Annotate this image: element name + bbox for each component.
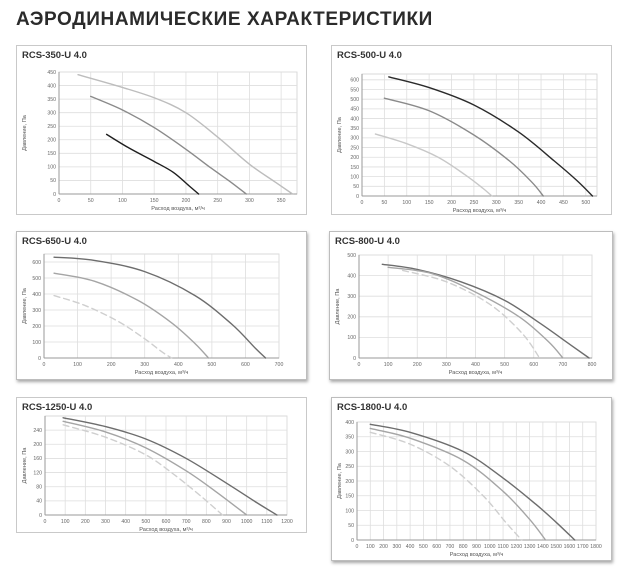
y-tick-label: 0	[351, 537, 354, 544]
x-tick-label: 500	[207, 362, 217, 368]
x-tick-label: 100	[118, 198, 127, 204]
x-tick-label: 400	[405, 544, 415, 550]
x-tick-label: 200	[181, 198, 191, 204]
y-axis-label: Давление, Па	[337, 463, 343, 499]
y-tick-label: 600	[350, 77, 359, 84]
x-tick-label: 400	[173, 362, 183, 368]
y-tick-label: 550	[350, 87, 359, 94]
x-tick-label: 1200	[510, 544, 523, 550]
y-tick-label: 100	[345, 508, 354, 515]
y-tick-label: 500	[350, 96, 359, 103]
chart-panel-rcs-350	[16, 45, 307, 215]
y-tick-label: 150	[350, 164, 359, 171]
y-axis-label: Давление, Па	[22, 288, 28, 324]
y-axis-label: Давление, Па	[335, 288, 341, 325]
y-tick-label: 100	[32, 339, 41, 346]
chart-panel-rcs-1250	[16, 397, 307, 533]
x-tick-label: 200	[81, 519, 90, 525]
x-tick-label: 500	[500, 362, 509, 368]
x-tick-label: 350	[514, 200, 523, 206]
y-tick-label: 200	[347, 314, 356, 321]
y-tick-label: 0	[356, 193, 359, 200]
x-tick-label: 300	[392, 544, 402, 550]
y-tick-label: 150	[47, 151, 56, 158]
x-tick-label: 1100	[261, 519, 273, 525]
y-tick-label: 100	[347, 335, 356, 342]
y-tick-label: 300	[47, 110, 56, 117]
y-tick-label: 100	[47, 164, 56, 171]
chart-rcs-1800	[332, 398, 613, 562]
y-tick-label: 400	[347, 273, 356, 280]
y-tick-label: 400	[345, 419, 354, 426]
x-tick-label: 300	[491, 200, 501, 206]
x-tick-label: 100	[402, 200, 412, 206]
x-axis-label: Расход воздуха, м³/ч	[139, 527, 193, 533]
x-tick-label: 400	[121, 519, 130, 525]
y-tick-label: 150	[345, 493, 354, 500]
y-tick-label: 400	[32, 291, 41, 298]
x-tick-label: 800	[587, 362, 597, 368]
x-tick-label: 1400	[537, 544, 549, 550]
x-tick-label: 300	[442, 362, 451, 368]
y-tick-label: 300	[345, 449, 354, 456]
plot-area	[362, 74, 597, 196]
x-tick-label: 600	[161, 519, 171, 525]
x-tick-label: 1100	[497, 544, 509, 550]
x-tick-label: 0	[43, 519, 47, 525]
x-tick-label: 500	[419, 544, 428, 550]
x-tick-label: 0	[357, 362, 361, 368]
y-tick-label: 100	[350, 174, 359, 181]
x-tick-label: 250	[469, 200, 479, 206]
chart-rcs-1250	[17, 398, 308, 534]
x-axis-label: Расход воздуха, м³/ч	[134, 370, 189, 376]
x-tick-label: 100	[60, 519, 70, 525]
y-tick-label: 450	[350, 106, 359, 113]
chart-rcs-800	[330, 232, 614, 381]
y-tick-label: 350	[345, 434, 354, 441]
y-tick-label: 0	[353, 355, 356, 362]
x-tick-label: 250	[213, 198, 222, 204]
y-tick-label: 120	[33, 470, 42, 477]
y-tick-label: 0	[53, 191, 56, 198]
x-tick-label: 800	[458, 544, 468, 550]
x-tick-label: 200	[106, 362, 116, 368]
chart-panel-rcs-650	[16, 231, 307, 380]
x-tick-label: 700	[181, 519, 191, 525]
x-tick-label: 800	[202, 519, 211, 525]
y-tick-label: 200	[47, 137, 56, 144]
x-tick-label: 200	[447, 200, 456, 206]
x-tick-label: 1800	[590, 544, 602, 550]
x-tick-label: 1000	[484, 544, 496, 550]
y-axis-label: Давление, Па	[22, 115, 28, 151]
y-tick-label: 350	[350, 126, 359, 133]
x-tick-label: 1300	[523, 544, 536, 550]
y-tick-label: 80	[36, 484, 42, 491]
y-tick-label: 0	[38, 355, 41, 362]
x-tick-label: 200	[412, 362, 422, 368]
y-axis-label: Давление, Па	[22, 447, 28, 484]
chart-title: RCS-1800-U 4.0	[337, 402, 408, 413]
y-tick-label: 300	[347, 294, 356, 300]
x-tick-label: 50	[381, 200, 388, 206]
y-tick-label: 250	[350, 145, 359, 152]
y-tick-label: 40	[36, 498, 42, 505]
x-tick-label: 0	[355, 544, 359, 550]
x-tick-label: 500	[581, 200, 591, 206]
x-tick-label: 500	[141, 519, 151, 525]
y-tick-label: 50	[348, 523, 354, 530]
y-tick-label: 200	[350, 155, 359, 162]
y-tick-label: 500	[347, 252, 356, 259]
page-title: АЭРОДИНАМИЧЕСКИЕ ХАРАКТЕРИСТИКИ	[16, 9, 433, 30]
x-tick-label: 700	[274, 362, 284, 368]
chart-title: RCS-500-U 4.0	[337, 50, 402, 61]
y-tick-label: 600	[32, 259, 41, 266]
x-axis-label: Расход воздуха, м³/ч	[452, 208, 507, 214]
x-tick-label: 150	[424, 200, 434, 206]
x-tick-label: 100	[383, 362, 393, 368]
x-tick-label: 1200	[281, 519, 293, 525]
y-tick-label: 250	[345, 464, 354, 471]
x-tick-label: 400	[536, 200, 546, 206]
y-tick-label: 400	[350, 116, 359, 123]
chart-rcs-650	[17, 232, 308, 381]
x-tick-label: 100	[365, 544, 375, 550]
chart-panel-rcs-800	[329, 231, 613, 380]
y-tick-label: 400	[47, 83, 56, 90]
x-tick-label: 1000	[240, 519, 253, 525]
x-tick-label: 1700	[576, 544, 589, 550]
chart-rcs-500	[332, 46, 613, 216]
chart-rcs-350	[17, 46, 308, 216]
x-tick-label: 1500	[550, 544, 562, 550]
x-tick-label: 600	[241, 362, 250, 368]
chart-panel-rcs-1800	[331, 397, 612, 561]
x-tick-label: 0	[42, 362, 46, 368]
x-tick-label: 0	[57, 198, 61, 204]
x-tick-label: 200	[379, 544, 388, 550]
y-tick-label: 50	[353, 184, 359, 191]
y-tick-label: 350	[47, 96, 56, 103]
y-tick-label: 0	[39, 512, 42, 519]
x-tick-label: 700	[445, 544, 455, 550]
x-tick-label: 600	[432, 544, 441, 550]
y-tick-label: 240	[33, 427, 42, 434]
y-tick-label: 300	[32, 307, 41, 314]
chart-title: RCS-1250-U 4.0	[22, 402, 93, 413]
x-tick-label: 100	[73, 362, 82, 368]
chart-panel-rcs-500	[331, 45, 612, 215]
y-tick-label: 200	[345, 478, 354, 485]
x-tick-label: 400	[471, 362, 480, 368]
x-tick-label: 300	[101, 519, 110, 525]
x-tick-label: 150	[149, 198, 159, 204]
x-tick-label: 900	[222, 519, 231, 525]
x-axis-label: Расход воздуха, м³/ч	[449, 552, 504, 558]
y-tick-label: 500	[32, 275, 41, 282]
chart-title: RCS-350-U 4.0	[22, 50, 87, 61]
x-tick-label: 300	[140, 362, 150, 368]
x-tick-label: 0	[360, 200, 364, 206]
y-axis-label: Давление, Па	[337, 117, 343, 153]
y-tick-label: 250	[47, 124, 56, 131]
x-tick-label: 1600	[563, 544, 576, 550]
chart-title: RCS-650-U 4.0	[22, 236, 87, 247]
x-tick-label: 350	[276, 198, 286, 204]
y-tick-label: 200	[32, 323, 41, 330]
x-tick-label: 900	[472, 544, 481, 550]
x-tick-label: 50	[87, 198, 94, 204]
chart-title: RCS-800-U 4.0	[335, 236, 400, 247]
y-tick-label: 50	[50, 178, 56, 185]
y-tick-label: 300	[350, 135, 359, 142]
x-tick-label: 600	[529, 362, 539, 368]
y-tick-label: 160	[33, 456, 42, 463]
x-tick-label: 700	[558, 362, 568, 368]
x-axis-label: Расход воздуха, м³/ч	[151, 206, 205, 212]
y-tick-label: 200	[33, 442, 42, 449]
x-tick-label: 450	[559, 200, 568, 206]
y-tick-label: 450	[47, 69, 56, 76]
x-tick-label: 300	[245, 198, 254, 204]
x-axis-label: Расход воздуха, м³/ч	[448, 370, 503, 376]
